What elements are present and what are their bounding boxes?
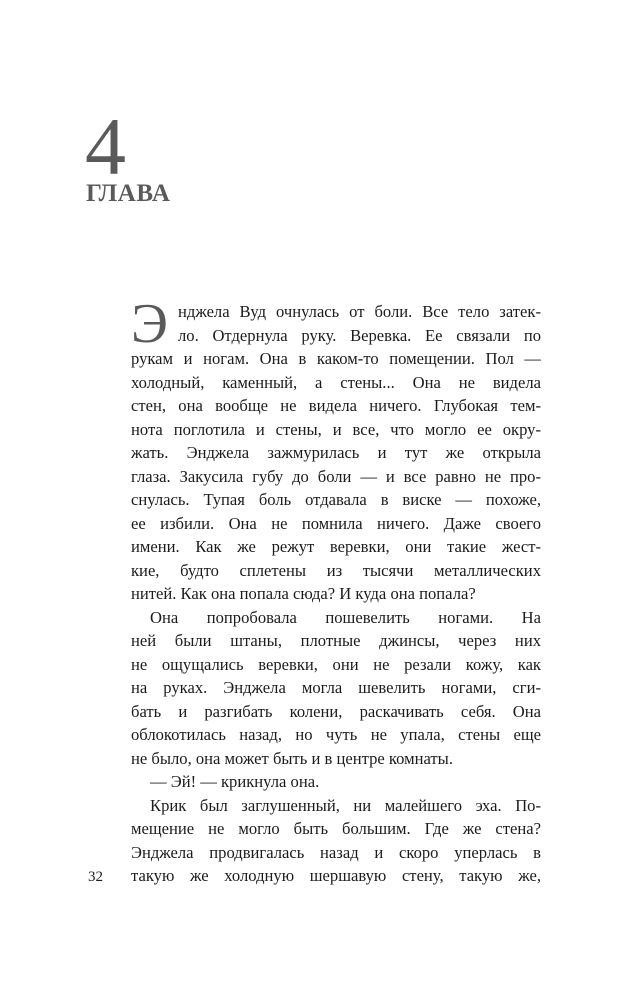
page-number: 32 [88, 869, 103, 885]
text-line: кие, будто сплетены из тысячи металлических [131, 560, 541, 580]
text-line: имени. Как же режут веревки, они такие жест- [131, 537, 541, 556]
chapter-label: ГЛАВА [86, 180, 171, 207]
text-line: ее избили. Она не помнила ничего. Даже своего [131, 513, 541, 533]
body-text [131, 300, 541, 888]
text-line: на руках. Энджела могла шевелить ногами, сги- [131, 678, 541, 697]
text-line: нитей. Как она попала сюда? И куда она попала? [131, 584, 476, 603]
text-line: нджела Вуд очнулась от боли. Все тело затек- [178, 302, 541, 321]
text-line: ло. Отдернула руку. Веревка. Ее связали по [178, 325, 541, 345]
text-line: не ощущались веревки, они не резали кожу, как [131, 654, 541, 674]
chapter-number: 4 [85, 101, 126, 192]
text-line: — Эй! — крикнула она. [150, 772, 320, 791]
drop-cap: Э [131, 293, 168, 355]
text-line: рукам и ногам. Она в каком-то помещении. Пол — [131, 349, 541, 368]
text-line: снулась. Тупая боль отдавала в виске — похоже, [131, 490, 541, 509]
text-line: Крик был заглушенный, ни малейшего эха. По- [150, 795, 541, 815]
text-line: холодный, каменный, а стены... Она не видела [131, 372, 541, 392]
text-line: Энджела продвигалась назад и скоро уперлась в [131, 842, 541, 862]
text-line: облокотилась назад, но чуть не упала, стены еще [131, 725, 541, 744]
text-line: ней были штаны, плотные джинсы, через них [131, 631, 541, 650]
text-line: жать. Энджела зажмурилась и тут же открыла [131, 443, 541, 462]
text-line: мещение не могло быть большим. Где же стена? [131, 819, 541, 838]
text-line: такую же холодную шершавую стену, такую же, [131, 866, 541, 885]
text-line: глаза. Закусила губу до боли — и все равно не про- [131, 466, 541, 486]
text-line: не было, она может быть и в центре комнаты. [131, 748, 453, 768]
text-line: нота поглотила и стены, и все, что могло ее окру- [131, 419, 541, 439]
text-line: Она попробовала пошевелить ногами. На [150, 607, 541, 627]
text-line: стен, она вообще не видела ничего. Глубокая тем- [131, 396, 541, 415]
text-line: бать и разгибать колени, раскачивать себя. Она [131, 701, 541, 721]
